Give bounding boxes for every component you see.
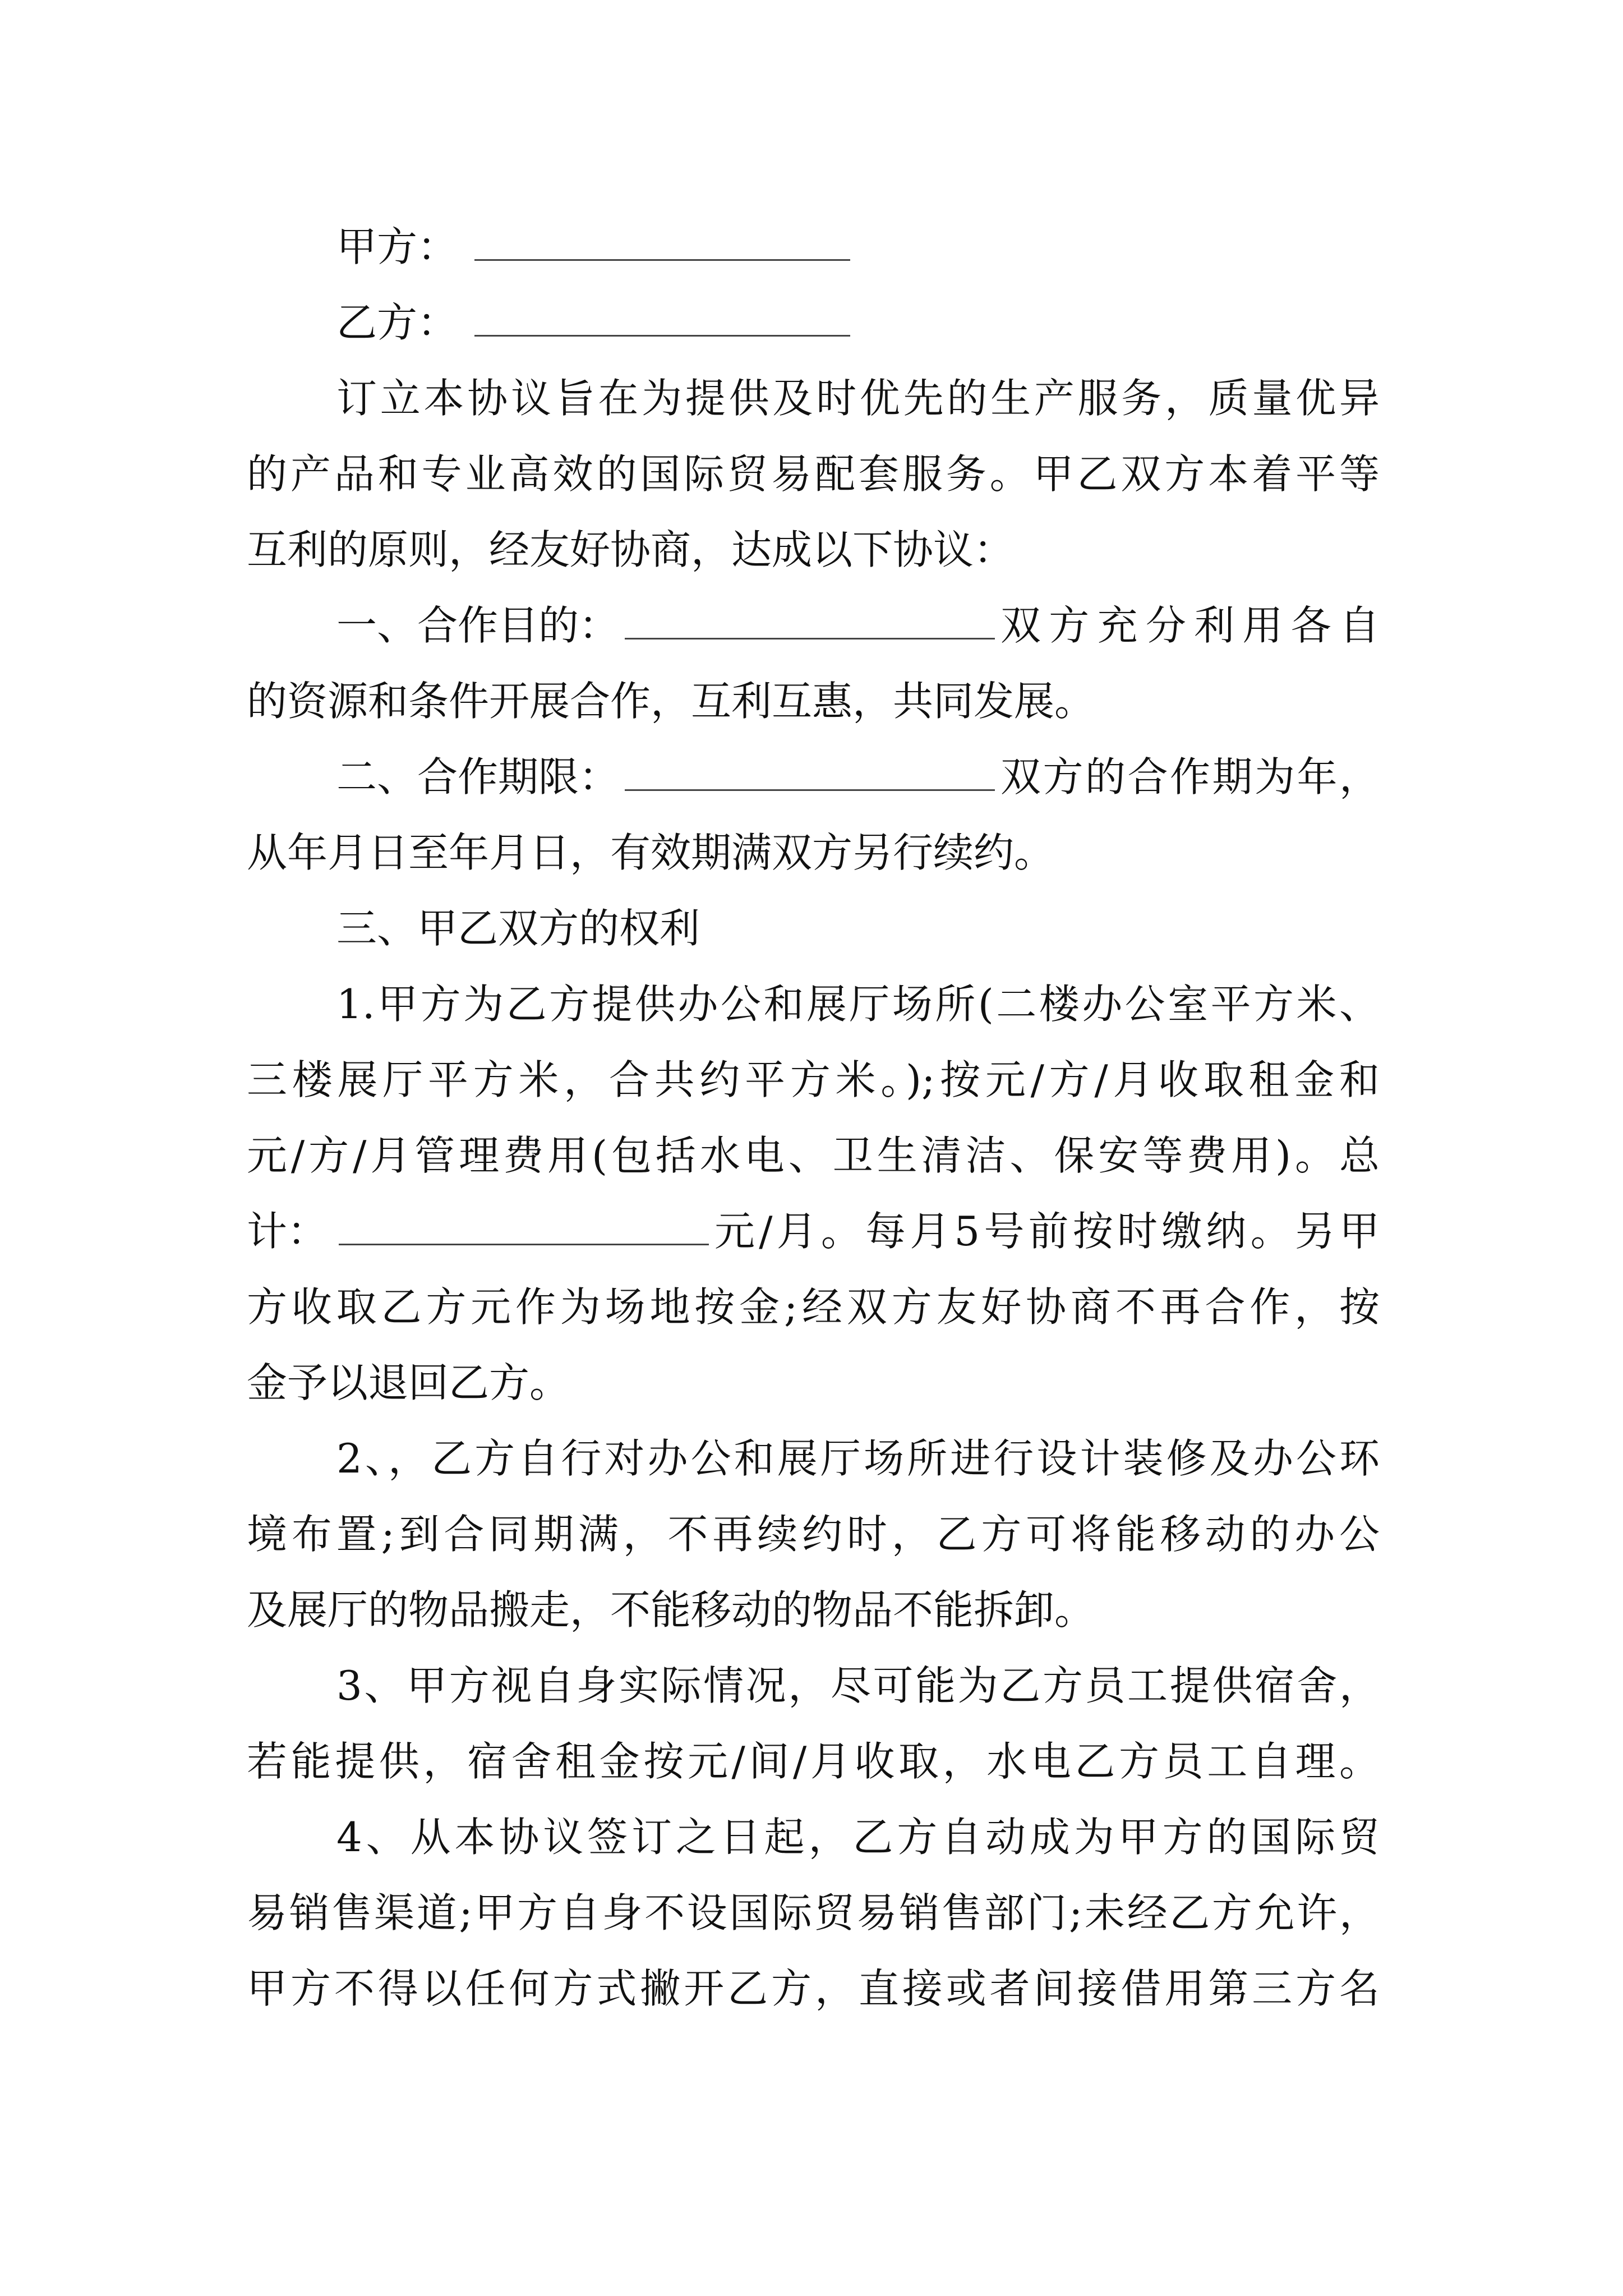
- party-a-blank: [474, 226, 850, 261]
- clause-1-line-1: [336, 597, 1380, 654]
- item-1-line-1: 1.甲方为乙方提供办公和展厅场所(二楼办公室平方米、: [336, 981, 1380, 1028]
- party-a-label: 甲方：: [336, 223, 458, 270]
- item-1-line-6: 金予以退回乙方。: [247, 1359, 570, 1406]
- intro-line-3: 互利的原则，经友好协商，达成以下协议：: [247, 526, 1015, 573]
- clause-2-rest: 双方的合作期为年，: [1000, 753, 1380, 800]
- clause-1-blank: [625, 604, 995, 639]
- clause-2-blank: [625, 756, 995, 791]
- item-2-line-2: 境布置;到合同期满，不再续约时，乙方可将能移动的办公: [247, 1511, 1380, 1558]
- party-a-line: [336, 219, 850, 275]
- item-2-line-3: 及展厅的物品搬走，不能移动的物品不能拆卸。: [247, 1586, 1095, 1634]
- item-2-line-1: 2、，乙方自行对办公和展厅场所进行设计装修及办公环: [336, 1435, 1380, 1482]
- item-1-line-3: 元/方/月管理费用(包括水电、卫生清洁、保安等费用)。总: [247, 1132, 1380, 1179]
- intro-line-1: 订立本协议旨在为提供及时优先的生产服务，质量优异: [336, 375, 1380, 422]
- item-4-line-1: 4、从本协议签订之日起，乙方自动成为甲方的国际贸: [336, 1814, 1380, 1861]
- item-4-line-2: 易销售渠道;甲方自身不设国际贸易销售部门;未经乙方允许，: [247, 1889, 1380, 1936]
- item-3-line-1: 3、甲方视自身实际情况，尽可能为乙方员工提供宿舍，: [336, 1662, 1380, 1709]
- item-3-line-2: 若能提供，宿舍租金按元/间/月收取，水电乙方员工自理。: [247, 1738, 1380, 1785]
- item-1-line-5: 方收取乙方元作为场地按金;经双方友好协商不再合作，按: [247, 1283, 1380, 1331]
- party-b-blank: [474, 301, 850, 337]
- clause-2-label: 二、合作期限：: [336, 753, 620, 800]
- clause-1-rest: 双方充分利用各自: [1000, 602, 1380, 649]
- clause-1-line-2: 的资源和条件开展合作，互利互惠，共同发展。: [247, 678, 1095, 725]
- item-4-line-3: 甲方不得以任何方式撇开乙方，直接或者间接借用第三方名: [247, 1965, 1380, 2012]
- item-1-total-label: 计：: [247, 1208, 328, 1255]
- item-1-total-blank: [339, 1210, 709, 1245]
- item-1-total-rest: 元/月。每月5号前按时缴纳。另甲: [714, 1208, 1380, 1255]
- clause-1-label: 一、合作目的：: [336, 602, 620, 649]
- party-b-line: [336, 295, 850, 351]
- clause-3-title: 三、甲乙双方的权利: [336, 905, 700, 952]
- intro-line-2: 的产品和专业高效的国际贸易配套服务。甲乙双方本着平等: [247, 450, 1380, 498]
- item-1-line-2: 三楼展厅平方米，合共约平方米。);按元/方/月收取租金和: [247, 1056, 1380, 1103]
- clause-2-line-2: 从年月日至年月日，有效期满双方另行续约。: [247, 829, 1055, 876]
- item-1-line-4: [247, 1203, 1380, 1259]
- clause-2-line-1: [336, 749, 1380, 805]
- party-b-label: 乙方：: [336, 299, 458, 346]
